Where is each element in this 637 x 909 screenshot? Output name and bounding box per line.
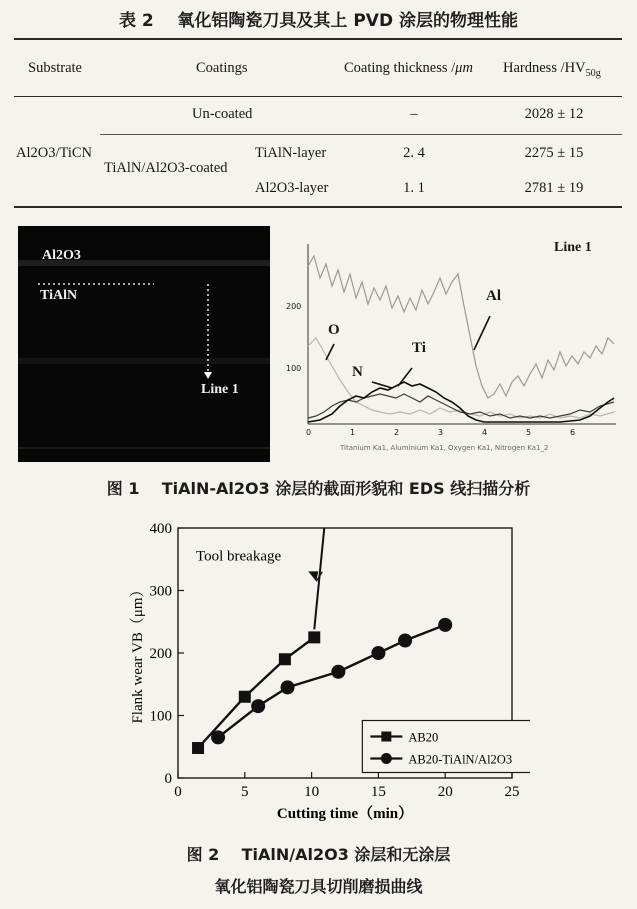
data-point-circle	[331, 665, 345, 679]
cell-hardness-tialn: 2275 ± 15	[524, 145, 584, 161]
x-tick-label: 0	[174, 784, 182, 800]
eds-xtick-6: 6	[570, 428, 576, 437]
figure2-caption-line1	[0, 842, 637, 865]
legend-label-0: AB20	[408, 730, 439, 745]
legend-marker-circle	[381, 753, 392, 764]
figure1-caption-label: 图 1	[106, 479, 140, 498]
eds-legend-line: Titanium Ka1, Aluminium Ka1, Oxygen Ka1, Nitrogen Ka1_2	[340, 444, 549, 452]
cell-layer-tialn: TiAlN-layer	[255, 145, 327, 161]
header-coatings: Coatings	[196, 60, 248, 76]
wear-chart	[120, 516, 530, 826]
data-point-circle	[371, 646, 385, 660]
legend-marker-square	[381, 732, 391, 742]
legend-label-1: AB20-TiAlN/Al2O3	[408, 752, 513, 767]
x-tick-label: 10	[304, 784, 320, 800]
eds-ytick-100: 100	[286, 364, 302, 373]
eds-label-ti: Ti	[412, 340, 426, 356]
header-substrate: Substrate	[28, 60, 82, 76]
eds-xtick-3: 3	[438, 428, 444, 437]
figure1-caption	[0, 476, 637, 499]
table-top-rule	[14, 38, 622, 40]
data-point-square	[239, 691, 251, 703]
data-point-square	[308, 631, 320, 643]
table-caption-label: 表 2	[118, 11, 154, 31]
figure2-caption-text: TiAlN/Al2O3 涂层和无涂层	[241, 845, 451, 864]
header-thickness: Coating thickness /μm	[344, 60, 473, 76]
annotation-label: Tool breakage	[196, 548, 282, 565]
wear-chart-svg	[120, 516, 530, 826]
table-sub-rule	[100, 134, 622, 135]
table-header-rule	[14, 96, 622, 97]
sem-cross-section-image	[18, 226, 270, 462]
x-tick-label: 25	[504, 784, 520, 800]
cell-coated: TiAlN/Al2O3-coated	[104, 160, 228, 176]
x-tick-label: 5	[241, 784, 249, 800]
header-hardness: Hardness $/HV_{50g}$	[503, 60, 601, 79]
y-tick-label: 200	[149, 646, 172, 662]
x-axis-label: Cutting time（min）	[276, 806, 414, 822]
eds-label-o: O	[328, 322, 340, 338]
cell-substrate: Al2O3/TiCN	[16, 145, 93, 161]
figure2-caption-line2: 氧化铝陶瓷刀具切削磨损曲线	[214, 877, 423, 896]
eds-plot-title: Line 1	[554, 240, 592, 255]
x-tick-label: 15	[370, 784, 386, 800]
eds-xtick-0: 0	[306, 428, 312, 437]
cell-hardness-al2o3: 2781 ± 19	[524, 180, 584, 196]
eds-label-n: N	[352, 364, 363, 380]
figure2-caption-label: 图 2	[186, 845, 220, 864]
eds-plot-svg	[280, 226, 622, 462]
eds-xtick-1: 1	[350, 428, 356, 437]
y-tick-label: 400	[149, 521, 172, 537]
y-tick-label: 0	[164, 771, 172, 787]
cell-thickness-al2o3: 1. 1	[403, 180, 425, 196]
eds-ytick-200: 200	[286, 302, 302, 311]
eds-xtick-5: 5	[526, 428, 532, 437]
data-point-circle	[398, 634, 412, 648]
cell-thickness-tialn: 2. 4	[403, 145, 425, 161]
n-arrow-icon	[372, 382, 392, 388]
eds-xtick-2: 2	[394, 428, 400, 437]
table-caption	[0, 6, 637, 31]
data-point-square	[192, 742, 204, 754]
interface-band	[18, 358, 270, 364]
data-point-circle	[438, 618, 452, 632]
cell-layer-al2o3: Al2O3-layer	[255, 180, 329, 196]
figure1-caption-text: TiAlN-Al2O3 涂层的截面形貌和 EDS 线扫描分析	[161, 479, 531, 498]
eds-line-scan-plot	[280, 226, 622, 462]
data-point-circle	[251, 699, 265, 713]
eds-label-al: Al	[486, 288, 501, 304]
label-line1: Line 1	[201, 382, 239, 397]
table-caption-text: 氧化铝陶瓷刀具及其上 PVD 涂层的物理性能	[177, 11, 518, 31]
data-point-square	[279, 653, 291, 665]
x-tick-label: 20	[437, 784, 453, 800]
al-arrow-icon	[474, 316, 490, 350]
micron-unit: μm	[455, 60, 473, 76]
eds-xtick-4: 4	[482, 428, 488, 437]
label-al2o3: Al2O3	[42, 248, 81, 263]
data-point-circle	[211, 730, 225, 744]
o-arrow-icon	[326, 344, 334, 360]
table-bottom-rule	[14, 206, 622, 208]
cell-hardness-uncoated: 2028 ± 12	[524, 106, 584, 122]
cell-uncoated: Un-coated	[192, 106, 253, 122]
cell-thickness-uncoated: –	[410, 106, 418, 122]
label-tialn: TiAlN	[40, 288, 78, 303]
data-point-circle	[281, 680, 295, 694]
y-tick-label: 100	[149, 708, 172, 725]
y-axis-label: Flank wear VB（μm）	[130, 582, 146, 724]
y-tick-label: 300	[149, 583, 172, 600]
